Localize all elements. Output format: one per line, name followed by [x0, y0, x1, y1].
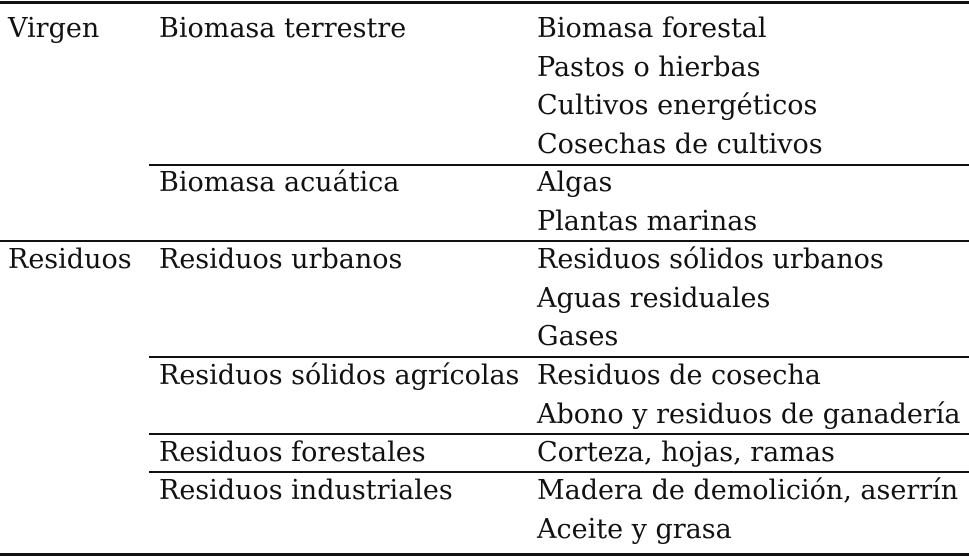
- items-residuos-urbanos: [537, 241, 884, 357]
- list-item: Corteza, hojas, ramas: [537, 437, 835, 468]
- subgroup-biomasa-acuatica: Biomasa acuática: [159, 167, 400, 198]
- list-item: Cultivos energéticos: [537, 90, 818, 121]
- list-item: Abono y residuos de ganadería: [537, 398, 961, 430]
- items-biomasa-acuatica: [537, 164, 757, 241]
- subgroup-biomasa-terrestre: Biomasa terrestre: [159, 13, 407, 44]
- list-item: Algas: [537, 167, 613, 198]
- items-biomasa-terrestre: [537, 10, 823, 164]
- items-residuos-industriales: [537, 472, 958, 549]
- subgroup-residuos-industriales: Residuos industriales: [159, 475, 453, 506]
- table-bottom-rule: [0, 553, 969, 556]
- list-item: Plantas marinas: [537, 205, 758, 237]
- list-item: Residuos sólidos urbanos: [537, 244, 884, 275]
- subgroup-residuos-urbanos: Residuos urbanos: [159, 244, 403, 275]
- category-residuos: Residuos: [8, 244, 132, 275]
- table-top-rule: [0, 1, 969, 4]
- items-residuos-solidos-agricolas: [537, 357, 960, 434]
- list-item: Gases: [537, 321, 619, 352]
- subgroup-residuos-forestales: Residuos forestales: [159, 437, 426, 468]
- list-item: Aguas residuales: [537, 282, 771, 314]
- subgroup-residuos-solidos-agricolas: Residuos sólidos agrícolas: [159, 360, 520, 391]
- list-item: Residuos de cosecha: [537, 360, 821, 391]
- list-item: Pastos o hierbas: [537, 51, 761, 83]
- list-item: Aceite y grasa: [537, 513, 732, 545]
- list-item: Cosechas de cultivos: [537, 128, 823, 160]
- list-item: Biomasa forestal: [537, 13, 767, 44]
- items-residuos-forestales: [537, 434, 835, 473]
- list-item: Madera de demolición, aserrín: [537, 475, 959, 506]
- category-virgen: Virgen: [8, 13, 100, 44]
